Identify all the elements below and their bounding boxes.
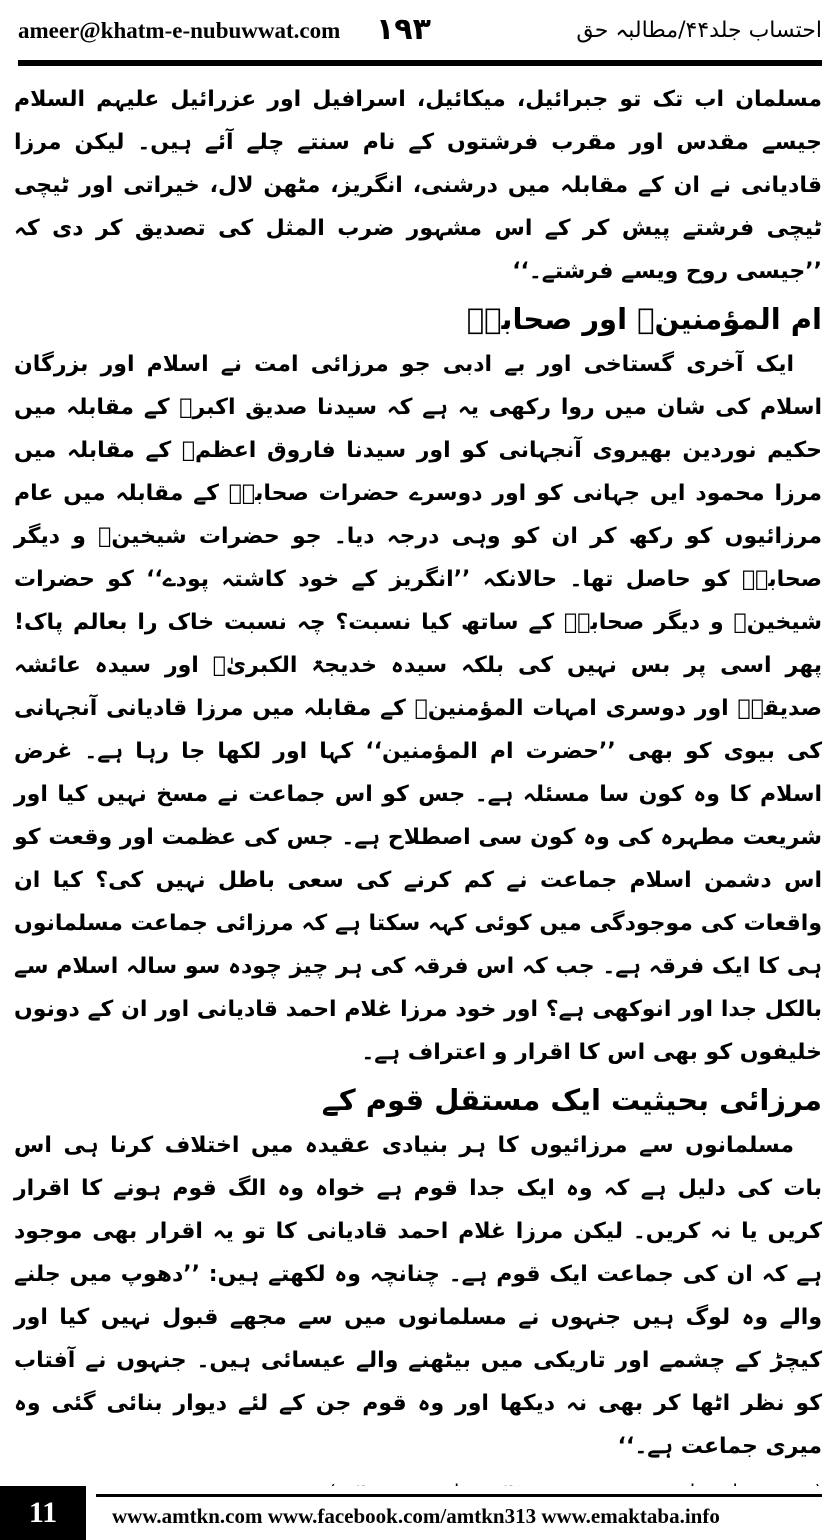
page-body (14, 78, 822, 1510)
header-email: ameer@khatm-e-nubuwwat.com (18, 18, 341, 43)
header-running-title: احتساب جلد۴۴/مطالبہ حق (576, 18, 822, 43)
header-page-number: ۱۹۳ (376, 12, 431, 47)
page-footer (0, 1486, 840, 1540)
paragraph-separate-nation: مسلمانوں سے مرزائیوں کا ہر بنیادی عقیدہ میں اختلاف کرنا ہی اس بات کی دلیل ہے کہ وہ ایک جدا قوم ہے خواہ وہ الگ قوم ہونے کا اقرار کریں یا نہ کریں۔ لیکن مرزا غلام احمد قادیانی کا تو یہ اقرار بھی موجود ہے کہ ان کی جماعت ایک قوم ہے۔ چنانچہ وہ لکھتے ہیں: ’’دھوپ میں جلنے والے وہ لوگ ہیں جنہوں نے مسلمانوں میں سے مجھے قبول نہیں کیا اور کیچڑ کے چشمے اور تاریکی میں بیٹھنے والے عیسائی ہیں۔ جنہوں نے آفتاب کو نظر اٹھا کر بھی نہ دیکھا اور وہ قوم جن کے لئے دیوار بنائی گئی وہ میری جماعت ہے۔‘‘ (14, 1133, 822, 1459)
heading-separate-nation: مرزائی بحیثیت ایک مستقل قوم کے (321, 1083, 822, 1117)
footer-links: www.amtkn.com www.facebook.com/amtkn313 www.emaktaba.info (112, 1504, 720, 1528)
header-rule (18, 60, 822, 66)
heading-ummul-momineen: ام المؤمنینؓ اور صحابہؓ (466, 302, 822, 336)
page-header (18, 12, 822, 52)
paragraph-sahaba: ایک آخری گستاخی اور بے ادبی جو مرزائی امت نے اسلام اور بزرگان اسلام کی شان میں روا رکھی یہ ہے کہ سیدنا صدیق اکبرؓ کے مقابلہ میں حکیم نوردین بھیروی آنجہانی کو اور سیدنا فاروق اعظمؓ کے مقابلہ میں مرزا محمود ایں جہانی کو اور دوسرے حضرات صحابہؓ کے مقابلہ میں عام مرزائیوں کو رکھ کر ان کو وہی درجہ دیا۔ جو حضرات شیخینؓ و دیگر صحابہؓ کو حاصل تھا۔ حالانکہ ’’انگریز کے خود کاشتہ پودے‘‘ کو حضرات شیخینؓ و دیگر صحابہؓ کے ساتھ کیا نسبت؟ چہ نسبت خاک را بعالم پاک! پھر اسی پر بس نہیں کی بلکہ سیدہ خدیجۃ الکبریٰؓ اور سیدہ عائشہ صدیقہؓ اور دوسری امہات المؤمنینؓ کے مقابلہ میں مرزا قادیانی آنجہانی کی بیوی کو بھی ’’حضرت ام المؤمنین‘‘ کہا اور لکھا جا رہا ہے۔ غرض اسلام کا وہ کون سا مسئلہ ہے۔ جس کو اس جماعت نے مسخ نہیں کیا اور شریعت مطہرہ کی وہ کون سی اصطلاح ہے۔ جس کی عظمت اور وقعت کو اس دشمن اسلام جماعت نے کم کرنے کی سعی باطل نہیں کی؟ کیا ان واقعات کی موجودگی میں کوئی کہہ سکتا ہے کہ مرزائی جماعت مسلمانوں ہی کا ایک فرقہ ہے۔ جب کہ اس فرقہ کی ہر چیز چودہ سو سالہ اسلام سے بالکل جدا اور انوکھی ہے؟ اور خود مرزا غلام احمد قادیانی اور ان کے دونوں خلیفوں کو بھی اس کا اقرار و اعتراف ہے۔ (14, 352, 822, 1065)
footer-rule (96, 1494, 822, 1497)
footer-page-number: 11 (0, 1486, 86, 1540)
paragraph-angels: مسلمان اب تک تو جبرائیل، میکائیل، اسرافیل اور عزرائیل علیہم السلام جیسے مقدس اور مقرب فرشتوں کے نام سنتے چلے آئے ہیں۔ لیکن مرزا قادیانی نے ان کے مقابلہ میں درشنی، انگریز، مٹھن لال، خیراتی اور ٹیچی ٹیچی فرشتے پیش کر کے اس مشہور ضرب المثل کی تصدیق کر دی کہ ’’جیسی روح ویسے فرشتے۔‘‘ (14, 87, 822, 284)
